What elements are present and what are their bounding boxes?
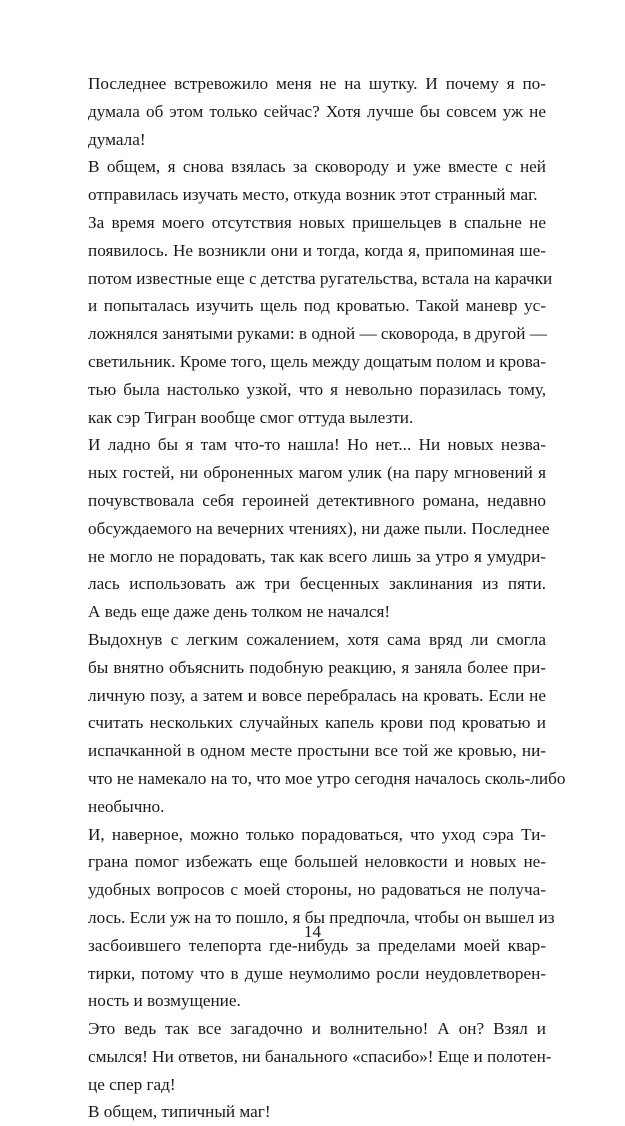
text-line: грана помог избежать еще большей неловкости и новых не- <box>88 852 546 872</box>
paragraph <box>88 70 546 153</box>
text-line: В общем, типичный маг! <box>88 1102 271 1122</box>
text-line: лось. Если уж на то пошло, я бы предпочла, чтобы он вышел из <box>88 907 555 927</box>
text-line: ложнялся занятыми руками: в одной — сковорода, в другой — <box>88 324 547 344</box>
text-line: почувствовала себя героиней детективного романа, недавно <box>88 490 546 510</box>
paragraph <box>88 209 553 431</box>
text-line: что не намекало на то, что мое утро сегодня началось сколь-либо <box>88 768 566 788</box>
text-line: А ведь еще даже день толком не начался! <box>88 602 391 622</box>
text-line: необычно. <box>88 796 165 816</box>
text-line: думала! <box>88 129 146 149</box>
paragraph <box>88 821 555 1016</box>
page-number: 14 <box>303 922 322 941</box>
text-line: обсуждаемого на вечерних чтениях), ни даже пыли. Последнее <box>88 518 550 538</box>
text-line: смылся! Ни ответов, ни банального «спасибо»! Еще и полотен- <box>88 1046 552 1066</box>
text-line: появилось. Не возникли они и тогда, когда я, припоминая ше- <box>88 240 546 260</box>
text-line: испачканной в одном месте простыни все той же кровью, ни- <box>88 741 546 761</box>
text-line: тирки, потому что в душе неумолимо росли неудовлетворен- <box>88 963 546 983</box>
text-line: думала об этом только сейчас? Хотя лучше бы совсем уж не <box>88 101 546 121</box>
text-line: В общем, я снова взялась за сковороду и уже вместе с ней <box>88 157 546 177</box>
text-line: засбоившего телепорта где-нибудь за пределами моей квар- <box>88 935 546 955</box>
page-body-text <box>88 70 566 1126</box>
text-line: ность и возмущение. <box>88 991 241 1011</box>
text-line: считать нескольких случайных капель крови под кроватью и <box>88 713 546 733</box>
paragraph <box>88 1015 552 1098</box>
paragraph <box>88 431 550 626</box>
text-line: И ладно бы я там что-то нашла! Но нет... Ни новых незва- <box>88 435 546 455</box>
text-line: и попыталась изучить щель под кроватью. Такой маневр ус- <box>88 296 546 316</box>
paragraph <box>88 1098 546 1126</box>
text-line: Последнее встревожило меня не на шутку. И почему я по- <box>88 74 546 93</box>
paragraph <box>88 626 566 821</box>
text-line: отправилась изучать место, откуда возник этот странный маг. <box>88 185 538 205</box>
text-line: И, наверное, можно только порадоваться, что уход сэра Ти- <box>88 824 546 844</box>
text-line: личную позу, а затем и вовсе перебралась на кровать. Если не <box>88 685 546 705</box>
paragraph <box>88 153 546 209</box>
text-line: це спер гад! <box>88 1074 176 1094</box>
text-line: ных гостей, ни оброненных магом улик (на пару мгновений я <box>88 463 546 483</box>
text-line: потом известные еще с детства ругательства, встала на карачки <box>88 268 553 288</box>
text-line: удобных вопросов с моей стороны, но радоваться не получа- <box>88 880 546 900</box>
text-line: лась использовать аж три бесценных заклинания из пяти. <box>88 574 546 594</box>
text-line: Это ведь так все загадочно и волнительно! А он? Взял и <box>88 1019 546 1039</box>
text-line: как сэр Тигран вообще смог оттуда вылезти. <box>88 407 414 427</box>
text-line: За время моего отсутствия новых пришельцев в спальне не <box>88 212 546 232</box>
text-line: бы внятно объяснить подобную реакцию, я заняла более при- <box>88 657 546 677</box>
text-line: не могло не порадовать, так как всего лишь за утро я умудри- <box>88 546 546 566</box>
text-line: светильник. Кроме того, щель между дощатым полом и крова- <box>88 351 546 371</box>
text-line: Выдохнув с легким сожалением, хотя сама вряд ли смогла <box>88 629 546 649</box>
text-line: тью была настолько узкой, что я невольно поразилась тому, <box>88 379 546 399</box>
